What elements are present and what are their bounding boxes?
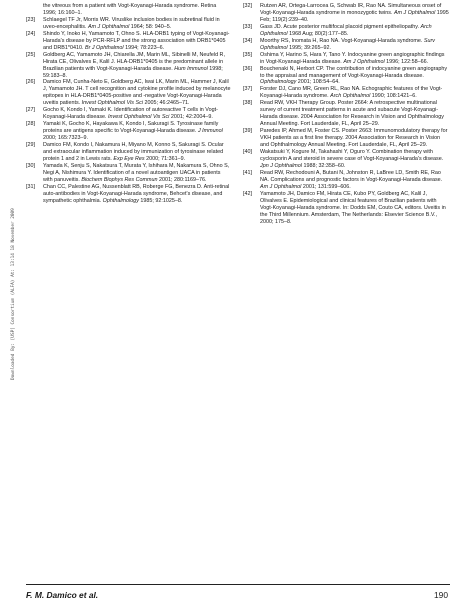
reference-journal: Exp Eye Res <box>113 155 145 162</box>
reference-citation: Wakatsuki Y, Kogure M, Takahashi Y, Oguro Y. Combination therapy with cyclosporin A and steroid in severe case of Vogt-Koyanagi-Harada's disease. <box>260 149 444 162</box>
reference-item <box>243 128 449 149</box>
reference-journal: Am J Ophthalmol <box>393 9 436 16</box>
reference-item <box>26 184 231 205</box>
reference-text <box>260 38 449 52</box>
reference-item <box>243 52 449 66</box>
reference-item <box>243 3 449 24</box>
reference-citation: Yamada K, Senju S, Nakatsura T, Murata Y, Ishihara M, Nakamura S, Ohno S, Negi A, Nishimura Y. Identification of a novel autoantigen UACA in patients with panuveitis. <box>43 162 230 183</box>
reference-journal: Invest Ophthalmol Vis Sci <box>81 100 143 107</box>
reference-journal: Hum Immunol <box>174 65 208 72</box>
right-reference-column <box>243 3 449 226</box>
reference-number: [30] <box>26 162 35 169</box>
reference-item <box>243 24 449 38</box>
reference-journal: Surv Ophthalmol <box>260 37 435 51</box>
reference-text <box>260 86 449 100</box>
reference-citation: Chan CC, Palestine AG, Nussenblatt RB, Roberge FG, Benezra D. Anti-retinal auto-antibodies in Vogt-Koyanagi-Harada syndrome, Behcet's disease, and sympathetic ophthalmia. <box>43 183 230 204</box>
reference-journal: Ophthalmology <box>260 79 297 86</box>
reference-citation: Schlaegel TF Jr, Morris WR. Viruslike inclusion bodies in subretinal fluid in uveo-encephalitis. <box>43 16 220 30</box>
reference-journal: Am J Ophthalmol <box>87 23 130 30</box>
reference-text <box>260 191 449 226</box>
reference-citation: Yamaki K, Gocho K, Hayakawa K, Kondo I, Sakuragi S. Tyrosinase family proteins are antigens specific to Vogt-Koyanagi-Harada disease. <box>43 121 219 135</box>
reference-citation: Read RW, Rechodouni A, Butani N, Johnston R, LaBree LD, Smith RE, Rao NA. Complications and prognostic factors in Vogt-Koyanagi-Harada disease. <box>260 169 443 183</box>
reference-volume-pages: 1988; 32:358–60. <box>301 162 346 169</box>
reference-item <box>243 170 449 191</box>
reference-text <box>43 121 231 142</box>
reference-item <box>26 107 231 121</box>
reference-volume-pages: 1996; 122:58–66. <box>384 58 429 65</box>
reference-volume-pages: 2000; 165:7323–9. <box>43 135 88 142</box>
reference-text <box>43 79 231 107</box>
reference-item <box>243 66 449 87</box>
reference-item <box>243 191 449 226</box>
reference-number: [26] <box>26 79 35 86</box>
reference-text <box>260 170 449 191</box>
reference-item <box>26 31 231 52</box>
reference-number: [25] <box>26 51 35 58</box>
footer-author: F. M. Damico et al. <box>26 590 99 600</box>
reference-number: [24] <box>26 30 35 37</box>
reference-item <box>26 52 231 80</box>
reference-citation: Forster DJ, Cano MR, Green RL, Rao NA. Echographic features of the Vogt-Koyanagi-Harada syndrome. <box>260 86 443 100</box>
reference-journal: Am J Ophthalmol <box>260 183 302 190</box>
reference-journal: Arch Ophthalmol <box>330 93 371 100</box>
reference-number: [35] <box>243 51 252 58</box>
reference-text <box>43 17 231 31</box>
reference-journal: Jpn J Ophthalmol <box>260 162 302 169</box>
reference-volume-pages: 2001; 131:599–606. <box>301 183 351 190</box>
download-watermark <box>3 150 16 380</box>
reference-item <box>243 86 449 100</box>
reference-number: [33] <box>243 23 252 30</box>
reference-number: [38] <box>243 100 252 107</box>
reference-number: [32] <box>243 3 252 9</box>
reference-text <box>43 52 231 80</box>
right-reference-list <box>243 3 449 226</box>
reference-number: [27] <box>26 107 35 114</box>
reference-number: [29] <box>26 142 35 149</box>
reference-number: [31] <box>26 183 35 190</box>
reference-text <box>43 31 231 52</box>
reference-text <box>260 52 449 66</box>
reference-volume-pages: 2005; 46:2465–71. <box>142 100 190 107</box>
reference-citation: Read RW, VKH Therapy Group. Poster 2664: A retrospective multinational survey of current treatment patterns in acute and subacute Vogt-Koyanagi-Harada disease. 2004 Association for Research in Vision and Ophthalmology Annual Meeting. Fort Lauderdale, FL, April 25–29. <box>260 100 444 128</box>
reference-item <box>26 79 231 107</box>
reference-journal: Br J Ophthalmol <box>84 44 124 51</box>
left-reference-column <box>26 3 231 205</box>
reference-volume-pages: 1995 Feb; 119(2):239–40. <box>260 9 449 23</box>
reference-volume-pages: 1998; 59:183–8. <box>43 65 223 79</box>
reference-volume-pages: 2001; 108:54–64. <box>296 79 340 86</box>
reference-citation: Damico FM, Kondo I, Nakamura H, Miyano M, Konno S, Sakuragi S. Ocular and extraocular inflammation induced by immunization of tyrosinase related protein 1 and 2 in Lewis rats. <box>43 142 224 162</box>
reference-item <box>26 121 231 142</box>
reference-volume-pages: 2000; 71:361–9. <box>144 155 186 162</box>
reference-volume-pages: 1990; 108:1421–6. <box>370 93 417 100</box>
reference-volume-pages: 1994; 78:223–6. <box>123 44 165 51</box>
reference-number: [34] <box>243 37 252 44</box>
reference-citation: Shindo Y, Inoko H, Yamamoto T, Ohno S. HLA-DRB1 typing of Vogt-Koyanagi-Harada's disease by PCR-RFLP and the strong association with DRB1*0405 and DRB1*0410. <box>43 30 230 51</box>
reference-citation: Yamamoto JH, Damico FM, Hirata CE, Kubo PY, Goldberg AC, Kalil J, Olivalves E. Epidemiological and clinical features of Brazilian patients with Vogt-Koyanagi-Harada syndrome. In: Dodds EM, Couto CA, editors. Uveitis in the Third Millennium. Amsterdam, The Netherlands: Elsevier Science B.V., 2000; 175–8. <box>260 190 446 225</box>
reference-text <box>43 163 231 184</box>
reference-text <box>43 184 231 205</box>
reference-number: [23] <box>26 16 35 23</box>
reference-volume-pages: 2001; 42:2004–9. <box>169 114 213 121</box>
reference-text <box>260 24 449 38</box>
reference-number: [28] <box>26 121 35 128</box>
reference-volume-pages: 1995; 39:265–92. <box>287 44 332 51</box>
reference-citation: Gocho K, Kondo I, Yamaki K. Identification of autoreactive T cells in Vogt-Koyanagi-Harada disease. <box>43 107 218 121</box>
footer-rule <box>26 584 450 585</box>
reference-text <box>260 66 449 87</box>
reference-text <box>43 142 231 163</box>
download-watermark-text: Downloaded By: [USP] Consortium (ALFA) At: 13:14 18 November 2009 <box>11 208 16 380</box>
reference-item <box>26 163 231 184</box>
reference-item <box>26 142 231 163</box>
reference-continuation: the vitreous from a patient with Vogt-Koyanagi-Harada syndrome. Retina 1996; 16:160–1. <box>43 3 217 16</box>
reference-citation: Oshima Y, Harino S, Hara Y, Tano Y. Indocyanine green angiographic findings in Vogt-Koyanagi-Harada disease. <box>260 51 445 65</box>
page-number: 190 <box>434 590 448 600</box>
reference-number: [39] <box>243 128 252 135</box>
reference-journal: Ophthalmology <box>102 197 139 204</box>
reference-volume-pages: 1985; 92:1025–8. <box>138 197 183 204</box>
reference-citation: Paredes IP, Ahmed M, Foster CS. Poster 2663: Immunomodulatory therapy for VKH patients as a first line therapy. 2004 Association for Research in Vision and Ophthalmology Annual Meeting. Fort Lauderdale, FL, April 25–29. <box>260 128 448 149</box>
reference-journal: J Immunol <box>197 128 223 135</box>
reference-citation: Moorthy RS, Inomata H, Rao NA. Vogt-Koyanagi-Harada syndrome. <box>260 37 424 44</box>
reference-journal: Biochem Biophys Res Commun <box>81 176 158 183</box>
reference-number: [37] <box>243 86 252 93</box>
reference-item <box>243 100 449 128</box>
reference-citation: Bouchenaki N, Herbort CP. The contribution of indocyanine green angiography to the appraisal and management of Vogt-Koyanagi-Harada disease. <box>260 65 448 79</box>
reference-item <box>243 38 449 52</box>
reference-citation: Goldberg AC, Yamamoto JH, Chiarella JM, Marin ML, Sibinelli M, Neufeld R, Hirata CE, Olivalves E, Kalil J. HLA-DRB1*0405 is the predominant allele in Brazilian patients with Vogt-Koyanagi-Harada disease. <box>43 51 225 72</box>
reference-number: [41] <box>243 169 252 176</box>
reference-citation: Damico FM, Cunha-Neto E, Goldberg AC, Iwai LK, Marin ML, Hammer J, Kalil J, Yamamoto JH. T cell recognition and cytokine profile induced by melanocyte epitopes in HLA-DRB1*0405-positive and -negative Vogt-Koyanagi-Harada uveitis patients. <box>43 79 231 107</box>
reference-citation: Rutzen AR, Ortega-Larrocea G, Schwab IR, Rao NA. Simultaneous onset of Vogt-Koyanagi-Harada syndrome in monozygotic twins. <box>260 3 442 16</box>
reference-citation: Gass JD. Acute posterior multifocal placoid pigment epitheliopathy. <box>260 23 421 30</box>
left-reference-list <box>26 17 231 205</box>
reference-number: [42] <box>243 190 252 197</box>
reference-text <box>260 149 449 170</box>
reference-item <box>26 17 231 31</box>
reference-text <box>260 100 449 128</box>
reference-volume-pages: 1968 Aug; 80(2):177–85. <box>287 30 349 37</box>
reference-journal: Am J Ophthalmol <box>343 58 385 65</box>
reference-text <box>43 107 231 121</box>
reference-journal: Invest Ophthalmol Vis Sci <box>108 114 170 121</box>
reference-volume-pages: 2001; 280:1169–76. <box>157 176 207 183</box>
reference-volume-pages: 1964; 58: 940–5. <box>129 23 172 30</box>
reference-text <box>260 128 449 149</box>
reference-journal: Arch Ophthalmol <box>260 23 432 37</box>
reference-text <box>260 3 449 24</box>
reference-item <box>243 149 449 170</box>
reference-number: [40] <box>243 149 252 156</box>
reference-number: [36] <box>243 65 252 72</box>
